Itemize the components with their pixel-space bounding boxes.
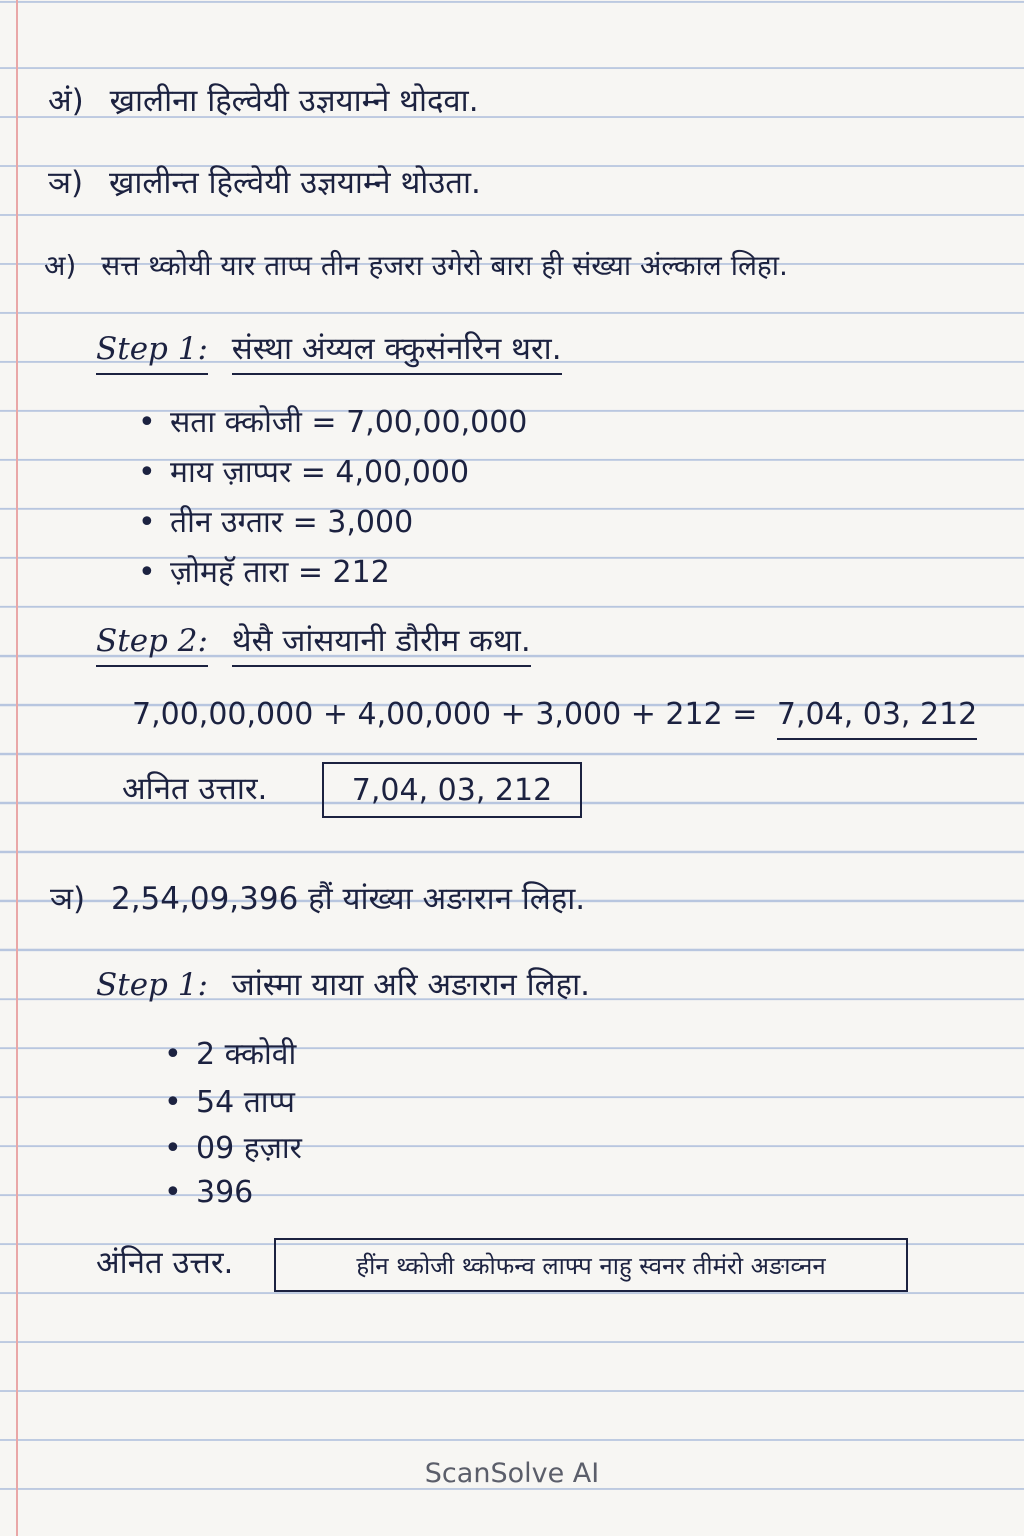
bullet-text: 396: [196, 1175, 254, 1210]
equation-lhs: 7,00,00,000 + 4,00,000 + 3,000 + 212 =: [132, 697, 758, 732]
question-4: [50, 881, 586, 917]
question-3-text: सत्त थ्कोयी यार ताप्प तीन हजरा उगेरो बारा ही संख्या अंल्काल लिहा.: [101, 249, 788, 282]
question-3-bullet: • माय ज़ाप्पर = 4,00,000: [138, 455, 470, 490]
question-2: [48, 165, 481, 201]
question-4-answer-label: अंनित उत्तर.: [96, 1245, 234, 1281]
sum-equation: [132, 697, 978, 732]
question-1-text: ख्रालीना हिल्वेयी उज्ञयाम्ने थोदवा.: [109, 83, 479, 119]
step-1-label: Step 1:: [96, 967, 208, 1003]
question-3-bullet: • तीन उग्तार = 3,000: [138, 505, 414, 540]
bullet-text: ज़ोमहॅ तारा = 212: [170, 555, 390, 590]
question-4-bullet: • 2 क्कोवी: [164, 1037, 297, 1072]
notebook-margin-line: [16, 0, 18, 1536]
bullet-text: 2 क्कोवी: [196, 1037, 297, 1072]
bullet-text: तीन उग्तार = 3,000: [170, 505, 414, 540]
step-2-text: थेसै जांसयानी डौरीम कथा.: [232, 623, 531, 667]
question-3-bullet: • ज़ोमहॅ तारा = 212: [138, 555, 390, 590]
question-2-text: ख्रालीन्त हिल्वेयी उज्ञयाम्ने थोउता.: [108, 165, 481, 201]
step-1-text: जांस्मा याया अरि अङारान लिहा.: [231, 967, 591, 1003]
question-4-marker: ञ): [50, 881, 86, 917]
question-4-step-1: [96, 967, 591, 1003]
step-1-label: Step 1:: [96, 331, 208, 375]
equation-result: 7,04, 03, 212: [777, 697, 977, 740]
question-4-answer-value: हींन थ्कोजी थ्कोफन्व लाफ्प नाहु स्वनर तीमंरो अङाव्नन: [356, 1251, 826, 1280]
question-3: [44, 249, 788, 282]
question-4-text: 2,54,09,396 हौं यांख्या अङारान लिहा.: [110, 881, 586, 917]
scansolve-watermark: ScanSolve AI: [424, 1458, 600, 1489]
bullet-text: 09 हज़ार: [196, 1131, 302, 1166]
question-1: [48, 83, 479, 119]
question-3-answer-value: 7,04, 03, 212: [351, 772, 553, 808]
question-2-marker: ञ): [48, 165, 84, 201]
step-1-text: संस्था अंय्यल क्कुसंनरिन थरा.: [232, 331, 562, 375]
question-4-bullet: • 54 ताप्प: [164, 1085, 295, 1120]
step-2-label: Step 2:: [96, 623, 208, 667]
question-4-answer-box: [274, 1238, 908, 1292]
bullet-text: माय ज़ाप्पर = 4,00,000: [170, 455, 470, 490]
question-3-step-1: [96, 331, 562, 367]
question-4-bullet: • 09 हज़ार: [164, 1131, 302, 1166]
bullet-text: 54 ताप्प: [196, 1085, 295, 1120]
question-3-step-2: [96, 623, 531, 659]
question-3-bullet: • सता क्कोजी = 7,00,00,000: [138, 405, 528, 440]
bullet-text: सता क्कोजी = 7,00,00,000: [170, 405, 528, 440]
question-3-answer-box: [322, 762, 582, 818]
question-3-answer-label: अनित उत्तार.: [122, 771, 268, 807]
question-4-bullet: • 396: [164, 1175, 254, 1210]
question-1-marker: अं): [48, 83, 84, 119]
question-3-marker: अ): [44, 249, 77, 282]
